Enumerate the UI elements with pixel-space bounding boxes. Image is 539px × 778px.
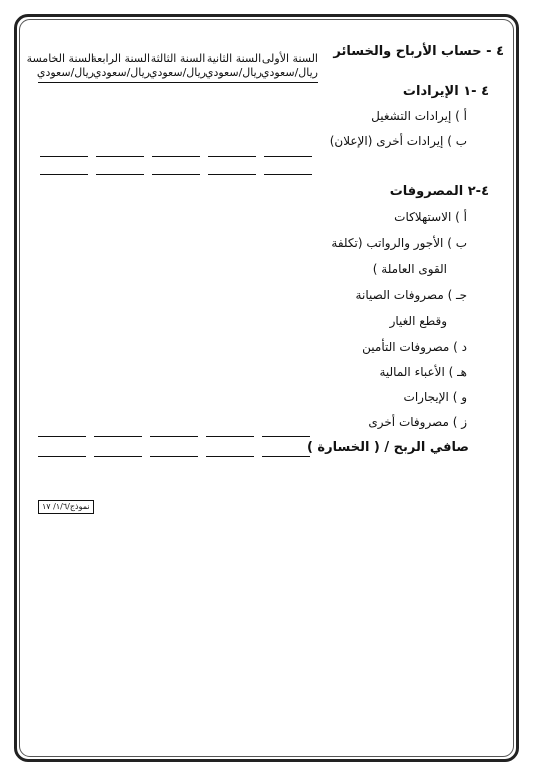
expense-total-line-6 <box>262 456 310 457</box>
expense-total-line-3 <box>150 436 198 437</box>
column-header-year-1: السنة الأولى ريال/سعودي <box>262 52 318 83</box>
revenue-total-line-7 <box>208 174 256 175</box>
expense-total-line-8 <box>150 456 198 457</box>
expense-item-financial: هـ ) الأعباء المالية <box>379 365 467 379</box>
expense-item-insurance: د ) مصروفات التأمين <box>362 340 467 354</box>
expense-item-wages-cont: القوى العاملة ) <box>372 262 447 276</box>
revenue-total-line-8 <box>152 174 200 175</box>
net-result-label: صافي الربح / ( الخسارة ) <box>306 440 469 455</box>
expense-item-wages: ب ) الأجور والرواتب (تكلفة <box>331 236 467 250</box>
form-code-stamp: نموذج/١/٦/ ١٧ <box>38 500 94 514</box>
expense-item-other: ز ) مصروفات أخرى <box>368 415 467 429</box>
revenue-total-line-5 <box>40 156 88 157</box>
section-title: ٤ - حساب الأرباح والخسائر <box>333 44 504 59</box>
column-header-year-3: السنة الثالثة ريال/سعودي <box>150 52 206 83</box>
expense-total-line-7 <box>206 456 254 457</box>
column-header-year-2: السنة الثانية ريال/سعودي <box>206 52 262 83</box>
expense-item-maintenance-cont: وقطع الغيار <box>389 314 447 328</box>
revenue-total-line-2 <box>208 156 256 157</box>
revenue-total-line-10 <box>40 174 88 175</box>
expense-total-line-9 <box>94 456 142 457</box>
revenues-heading: ٤ -١ الإيرادات <box>402 84 489 99</box>
revenue-total-line-3 <box>152 156 200 157</box>
column-header-year-4: السنة الرابعة ريال/سعودي <box>94 52 150 83</box>
revenue-item-operating: أ ) إيرادات التشغيل <box>371 109 467 123</box>
expense-total-line-5 <box>38 436 86 437</box>
revenue-total-line-4 <box>96 156 144 157</box>
expense-total-line-4 <box>94 436 142 437</box>
expense-item-depreciation: أ ) الاستهلاكات <box>394 210 467 224</box>
revenue-total-line-9 <box>96 174 144 175</box>
expense-total-line-10 <box>38 456 86 457</box>
revenue-total-line-1 <box>264 156 312 157</box>
expense-item-rents: و ) الإيجارات <box>403 390 467 404</box>
expense-total-line-1 <box>262 436 310 437</box>
expense-total-line-2 <box>206 436 254 437</box>
revenue-item-other: ب ) إيرادات أخرى (الإعلان) <box>329 134 467 148</box>
revenue-total-line-6 <box>264 174 312 175</box>
page-border-inner <box>19 19 514 757</box>
column-header-year-5: السنة الخامسة ريال/سعودي <box>38 52 94 83</box>
expenses-heading: ٤-٢ المصروفات <box>389 184 489 199</box>
expense-item-maintenance: جـ ) مصروفات الصيانة <box>355 288 467 302</box>
